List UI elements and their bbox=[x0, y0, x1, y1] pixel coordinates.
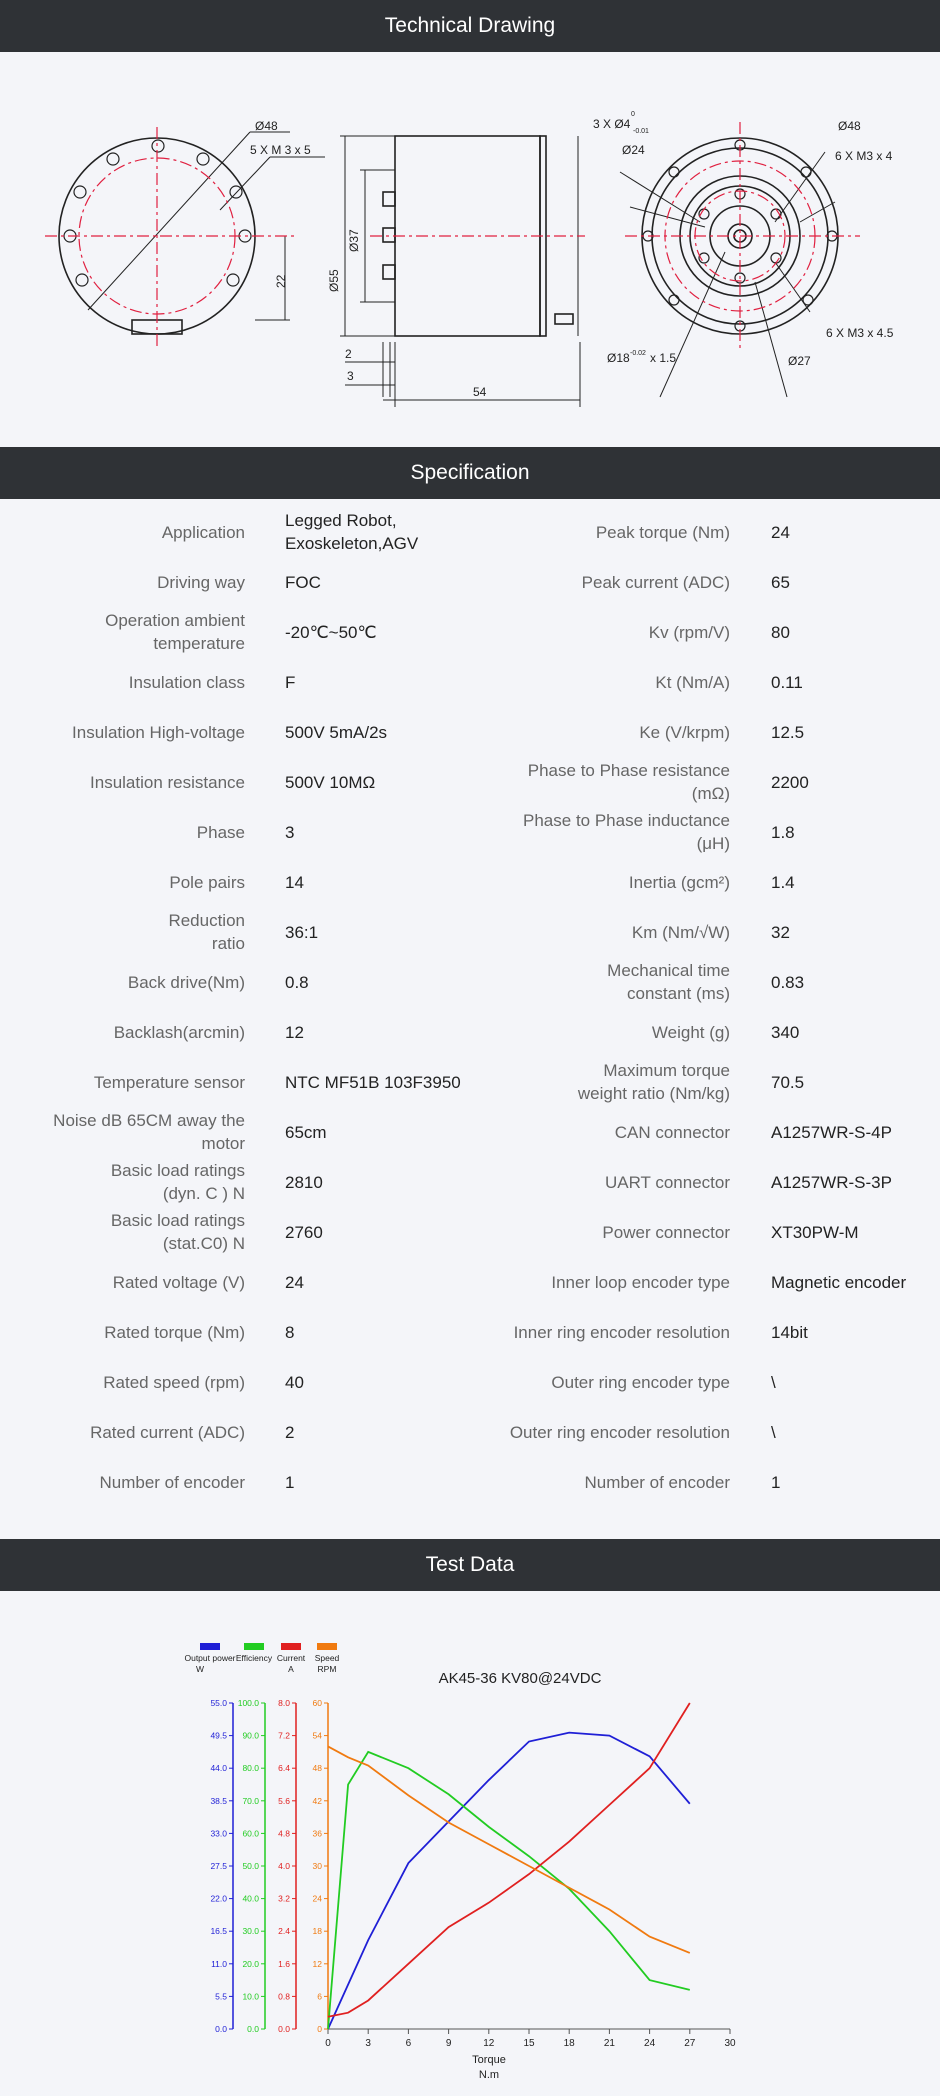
spec-label: Maximum torque weight ratio (Nm/kg) bbox=[577, 1061, 730, 1103]
spec-value: 80 bbox=[771, 622, 790, 642]
series-line-speed bbox=[328, 1746, 690, 1952]
chart-svg bbox=[0, 1591, 940, 2091]
y-tick-label: 4.0 bbox=[278, 1861, 290, 1871]
spec-value: 32 bbox=[771, 922, 790, 942]
y-tick-label: 30 bbox=[312, 1861, 322, 1871]
legend-swatch bbox=[317, 1643, 337, 1650]
dim-d37: Ø37 bbox=[347, 229, 361, 252]
spec-label: Backlash(arcmin) bbox=[113, 1022, 245, 1042]
dim-d48-front: Ø48 bbox=[255, 119, 278, 133]
dim-3xd4: 3 X Ø4 bbox=[593, 117, 631, 131]
legend-label: Speed bbox=[314, 1653, 340, 1663]
spec-value: 65 bbox=[771, 572, 790, 592]
y-tick-label: 5.6 bbox=[278, 1795, 290, 1806]
y-tick-label: 0.8 bbox=[278, 1991, 290, 2002]
series-line-output-power bbox=[328, 1733, 690, 2029]
y-tick-label: 44.0 bbox=[210, 1763, 227, 1774]
legend-label: Efficiency bbox=[235, 1653, 273, 1663]
dim-2: 2 bbox=[345, 347, 352, 361]
spec-value: 340 bbox=[771, 1022, 800, 1042]
y-tick-label: 18 bbox=[312, 1926, 322, 1937]
spec-value: 24 bbox=[771, 522, 790, 542]
dim-d48-right: Ø48 bbox=[838, 119, 861, 133]
spec-value: 2810 bbox=[285, 1172, 323, 1192]
spec-label: Inner ring encoder resolution bbox=[513, 1322, 730, 1342]
spec-label: Back drive(Nm) bbox=[127, 972, 245, 992]
spec-value: 1.8 bbox=[771, 822, 795, 842]
y-tick-label: 40.0 bbox=[242, 1893, 259, 1904]
legend-swatch bbox=[200, 1643, 220, 1650]
dim-22: 22 bbox=[274, 274, 288, 288]
legend-swatch bbox=[244, 1643, 264, 1650]
x-tick-label: 27 bbox=[684, 2038, 696, 2049]
spec-label: Outer ring encoder type bbox=[551, 1372, 730, 1392]
spec-label: Kt (Nm/A) bbox=[655, 672, 730, 692]
spec-label: Noise dB 65CM away the motor bbox=[53, 1111, 245, 1153]
y-tick-label: 6 bbox=[317, 1991, 322, 2002]
legend-unit: A bbox=[288, 1664, 294, 1674]
y-tick-label: 0.0 bbox=[278, 2024, 290, 2034]
spec-value: 0.8 bbox=[285, 972, 309, 992]
spec-value: 2200 bbox=[771, 772, 809, 792]
spec-label: UART connector bbox=[604, 1172, 730, 1192]
y-tick-label: 30.0 bbox=[242, 1926, 259, 1937]
spec-label: Km (Nm/√W) bbox=[631, 922, 730, 942]
spec-value: XT30PW-M bbox=[771, 1222, 859, 1242]
dim-6xm3x4: 6 X M3 x 4 bbox=[835, 149, 893, 163]
x-tick-label: 21 bbox=[603, 2038, 615, 2049]
y-tick-label: 20.0 bbox=[242, 1958, 259, 1969]
legend-unit: W bbox=[195, 1664, 205, 1674]
spec-table bbox=[0, 499, 940, 1539]
y-tick-label: 1.6 bbox=[278, 1958, 290, 1969]
legend-unit: RPM bbox=[317, 1664, 337, 1674]
spec-label: Mechanical time constant (ms) bbox=[607, 961, 730, 1003]
y-tick-label: 5.5 bbox=[215, 1991, 227, 2002]
dim-d18: Ø18 bbox=[607, 351, 630, 365]
x-tick-label: 30 bbox=[724, 2038, 736, 2049]
spec-label: Basic load ratings (dyn. C ) N bbox=[110, 1161, 245, 1203]
chart-title: AK45-36 KV80@24VDC bbox=[438, 1670, 602, 1687]
legend-label: Output power bbox=[184, 1653, 236, 1663]
y-tick-label: 6.4 bbox=[278, 1763, 290, 1774]
spec-value: 2 bbox=[285, 1422, 295, 1442]
spec-label: Ke (V/krpm) bbox=[639, 722, 730, 742]
spec-label: Reduction ratio bbox=[168, 911, 245, 953]
y-tick-label: 100.0 bbox=[237, 1698, 259, 1708]
dim-3xd4-tol-bot: -0.01 bbox=[633, 128, 649, 135]
spec-value: 36:1 bbox=[285, 922, 319, 942]
y-tick-label: 50.0 bbox=[242, 1861, 259, 1871]
y-tick-label: 60.0 bbox=[242, 1828, 259, 1839]
section-header-drawing: Technical Drawing bbox=[0, 0, 940, 52]
dim-d18-tol: -0.02 bbox=[630, 350, 646, 357]
spec-value: 500V 10MΩ bbox=[285, 772, 376, 792]
spec-value: \ bbox=[771, 1372, 776, 1392]
spec-label: Temperature sensor bbox=[93, 1072, 245, 1092]
spec-label: Number of encoder bbox=[99, 1472, 245, 1492]
spec-label: Inner loop encoder type bbox=[551, 1272, 730, 1292]
spec-label: Pole pairs bbox=[169, 872, 245, 892]
spec-label: Insulation resistance bbox=[90, 772, 245, 792]
spec-label: Peak current (ADC) bbox=[581, 572, 730, 592]
technical-drawing bbox=[0, 52, 940, 447]
spec-value: 0.83 bbox=[771, 972, 805, 992]
spec-value: FOC bbox=[285, 572, 321, 592]
y-tick-label: 3.2 bbox=[278, 1893, 290, 1904]
spec-value: 14bit bbox=[771, 1322, 808, 1342]
y-tick-label: 8.0 bbox=[278, 1698, 290, 1708]
spec-value: \ bbox=[771, 1422, 776, 1442]
spec-label: Insulation High-voltage bbox=[72, 722, 245, 742]
y-tick-label: 36 bbox=[312, 1828, 322, 1839]
spec-label: Phase to Phase resistance (mΩ) bbox=[527, 761, 730, 803]
x-tick-label: 3 bbox=[365, 2038, 371, 2049]
y-tick-label: 22.0 bbox=[210, 1893, 227, 1904]
spec-value: A1257WR-S-3P bbox=[771, 1172, 892, 1192]
y-tick-label: 60 bbox=[312, 1698, 322, 1708]
spec-value: 65cm bbox=[285, 1122, 327, 1142]
x-tick-label: 15 bbox=[523, 2038, 535, 2049]
y-tick-label: 49.5 bbox=[210, 1730, 227, 1741]
y-tick-label: 10.0 bbox=[242, 1991, 259, 2002]
y-tick-label: 48 bbox=[312, 1763, 322, 1774]
legend-label: Current bbox=[276, 1653, 306, 1663]
spec-label: Rated current (ADC) bbox=[90, 1422, 245, 1442]
spec-value: 12.5 bbox=[771, 722, 805, 742]
drawing-svg bbox=[0, 52, 940, 447]
spec-label: Operation ambient temperature bbox=[105, 611, 245, 653]
x-axis-label: Torque bbox=[472, 2054, 506, 2066]
spec-value: -20℃~50℃ bbox=[285, 622, 377, 642]
spec-label: Driving way bbox=[157, 572, 245, 592]
y-tick-label: 70.0 bbox=[242, 1795, 259, 1806]
spec-label: Insulation class bbox=[128, 672, 245, 692]
y-tick-label: 33.0 bbox=[210, 1828, 227, 1839]
dim-3xd4-tol-top: 0 bbox=[631, 111, 635, 118]
y-tick-label: 24 bbox=[312, 1893, 322, 1904]
x-axis-unit: N.m bbox=[478, 2069, 500, 2081]
y-tick-label: 0.0 bbox=[215, 2024, 227, 2034]
spec-value: 8 bbox=[285, 1322, 295, 1342]
spec-value: 1.4 bbox=[771, 872, 795, 892]
spec-label: Outer ring encoder resolution bbox=[509, 1422, 730, 1442]
section-header-spec: Specification bbox=[0, 447, 940, 499]
y-tick-label: 4.8 bbox=[278, 1828, 290, 1839]
spec-value: 40 bbox=[285, 1372, 304, 1392]
spec-value: Legged Robot, Exoskeleton,AGV bbox=[285, 511, 419, 553]
legend-swatch bbox=[281, 1643, 301, 1650]
y-tick-label: 0.0 bbox=[247, 2024, 259, 2034]
spec-value: 1 bbox=[285, 1472, 295, 1492]
dim-5xm3x5: 5 X M 3 x 5 bbox=[250, 143, 311, 157]
dim-d55: Ø55 bbox=[327, 269, 341, 292]
spec-value: 2760 bbox=[285, 1222, 323, 1242]
test-data-chart bbox=[0, 1591, 940, 2091]
spec-label: Weight (g) bbox=[651, 1022, 730, 1042]
spec-value: 500V 5mA/2s bbox=[285, 722, 388, 742]
y-tick-label: 42 bbox=[312, 1795, 322, 1806]
spec-label: Inertia (gcm²) bbox=[628, 872, 730, 892]
y-tick-label: 55.0 bbox=[210, 1698, 227, 1708]
spec-label: Phase to Phase inductance (μH) bbox=[523, 811, 730, 853]
y-tick-label: 16.5 bbox=[210, 1926, 227, 1937]
spec-value: NTC MF51B 103F3950 bbox=[285, 1072, 461, 1092]
spec-label: Kv (rpm/V) bbox=[648, 622, 730, 642]
dim-d18-depth: x 1.5 bbox=[650, 351, 677, 365]
spec-value: F bbox=[285, 672, 296, 692]
y-tick-label: 80.0 bbox=[242, 1763, 259, 1774]
y-tick-label: 27.5 bbox=[210, 1861, 227, 1871]
dim-d24: Ø24 bbox=[622, 143, 645, 157]
spec-label: Phase bbox=[196, 822, 245, 842]
spec-label: Rated speed (rpm) bbox=[103, 1372, 245, 1392]
spec-label: Basic load ratings (stat.C0) N bbox=[110, 1211, 245, 1253]
spec-value: 70.5 bbox=[771, 1072, 805, 1092]
dim-54: 54 bbox=[473, 385, 487, 399]
y-tick-label: 11.0 bbox=[211, 1958, 227, 1969]
dim-d27: Ø27 bbox=[788, 354, 811, 368]
y-tick-label: 2.4 bbox=[278, 1926, 290, 1937]
spec-label: Power connector bbox=[602, 1222, 730, 1242]
x-tick-label: 9 bbox=[445, 2038, 452, 2049]
y-tick-label: 0 bbox=[317, 2024, 322, 2034]
spec-value: Magnetic encoder bbox=[771, 1272, 907, 1292]
spec-value: 3 bbox=[285, 822, 295, 842]
y-tick-label: 7.2 bbox=[278, 1730, 290, 1741]
y-tick-label: 54 bbox=[312, 1730, 322, 1741]
spec-label: Application bbox=[161, 522, 245, 542]
x-tick-label: 6 bbox=[405, 2038, 412, 2049]
x-tick-label: 24 bbox=[644, 2038, 656, 2049]
spec-label: Peak torque (Nm) bbox=[595, 522, 730, 542]
spec-label: Rated voltage (V) bbox=[112, 1272, 245, 1292]
spec-label: CAN connector bbox=[614, 1122, 730, 1142]
spec-value: 1 bbox=[771, 1472, 781, 1492]
dim-3: 3 bbox=[347, 369, 354, 383]
spec-value: 24 bbox=[285, 1272, 304, 1292]
spec-value: A1257WR-S-4P bbox=[771, 1122, 892, 1142]
spec-value: 14 bbox=[285, 872, 304, 892]
spec-value: 0.11 bbox=[771, 672, 803, 692]
spec-value: 12 bbox=[285, 1022, 304, 1042]
y-tick-label: 90.0 bbox=[242, 1730, 259, 1741]
y-tick-label: 38.5 bbox=[210, 1795, 227, 1806]
y-tick-label: 12 bbox=[312, 1958, 322, 1969]
x-tick-label: 18 bbox=[563, 2038, 575, 2049]
dim-6xm3x45: 6 X M3 x 4.5 bbox=[826, 326, 894, 340]
spec-label: Number of encoder bbox=[584, 1472, 730, 1492]
spec-label: Rated torque (Nm) bbox=[104, 1322, 245, 1342]
x-tick-label: 12 bbox=[483, 2038, 495, 2049]
x-tick-label: 0 bbox=[325, 2038, 331, 2049]
section-header-test: Test Data bbox=[0, 1539, 940, 1591]
